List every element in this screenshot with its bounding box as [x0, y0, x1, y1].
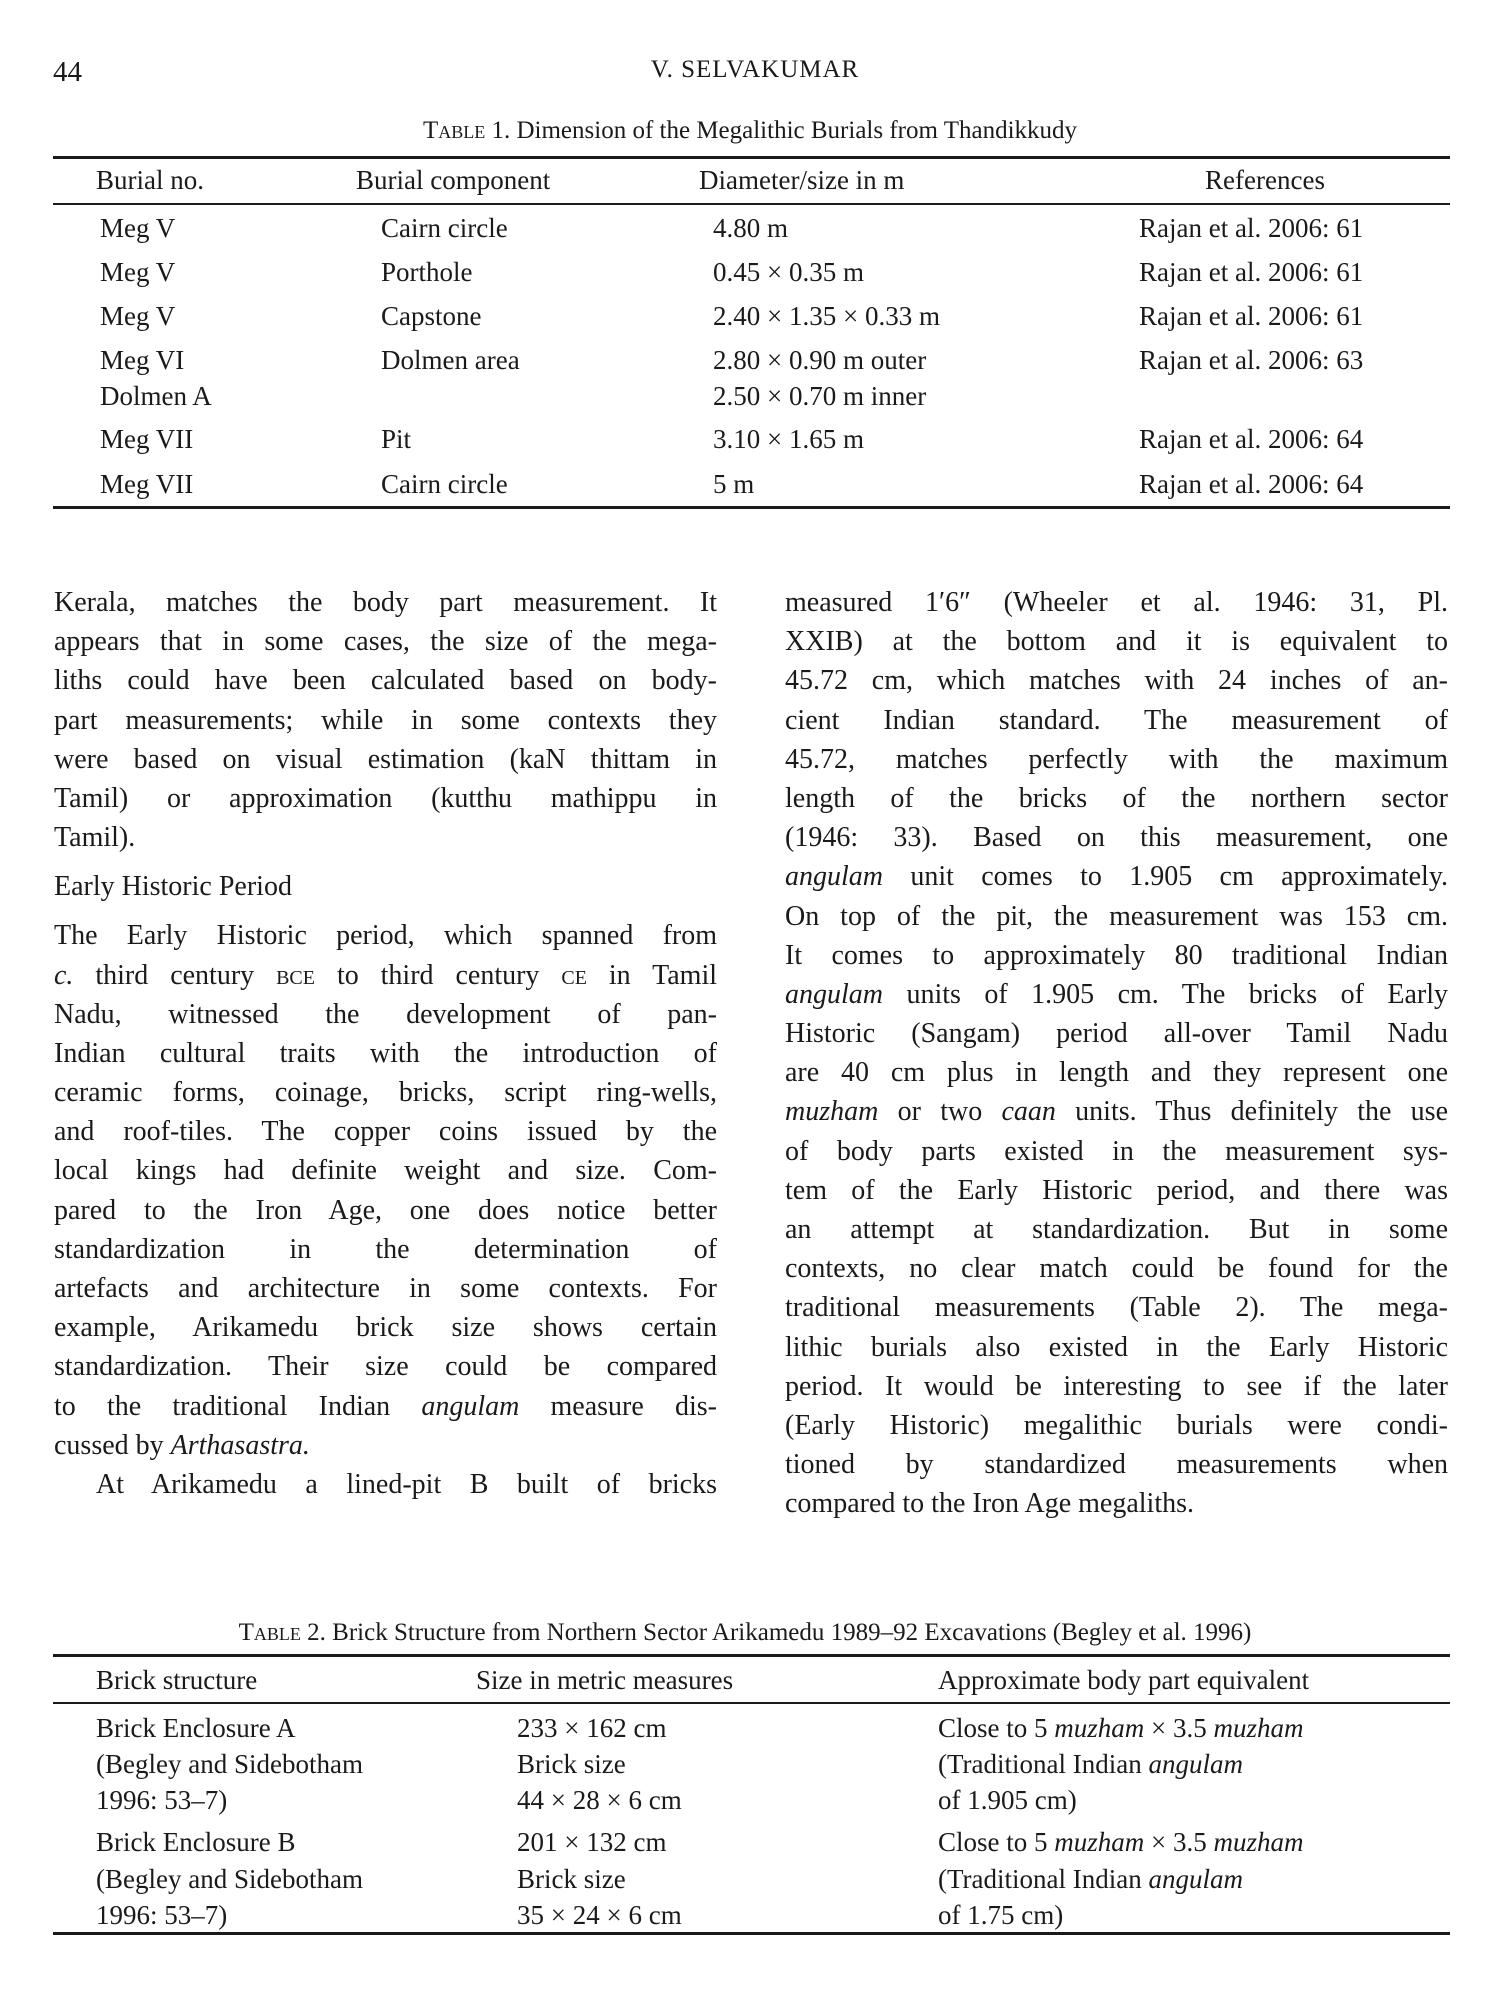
text-line: cussed by Arthasastra.	[54, 1429, 310, 1461]
text-line: Tamil) or approximation (kutthu mathippu in	[54, 782, 717, 814]
table1-cell: Rajan et al. 2006: 64	[1139, 469, 1364, 499]
paragraph	[785, 583, 1448, 1524]
table1-cell: Capstone	[381, 301, 482, 331]
text-line: 45.72 cm, which matches with 24 inches of an-	[785, 665, 1448, 697]
small-caps-text: bce	[276, 959, 315, 991]
text-line: 45.72, matches perfectly with the maximum	[785, 743, 1448, 775]
table2-cell: 1996: 53–7)	[96, 1785, 228, 1815]
table1-cell: Dolmen area	[381, 345, 520, 375]
table2-bottom-rule	[53, 1932, 1450, 1935]
text-line: (Early Historic) megalithic burials were condi-	[785, 1409, 1448, 1441]
text-line: angulam units of 1.905 cm. The bricks of Early	[785, 978, 1448, 1010]
table1-header-cell: References	[1205, 165, 1325, 195]
table2-header-rule	[53, 1702, 1450, 1704]
table1-cell: Cairn circle	[381, 213, 508, 243]
italic-text: caan	[1001, 1096, 1056, 1128]
text-line: Tamil).	[54, 822, 136, 854]
small-caps-text: ce	[561, 959, 587, 991]
table1-cell: Cairn circle	[381, 469, 508, 499]
text-line: traditional measurements (Table 2). The mega-	[785, 1292, 1448, 1324]
text-line: to the traditional Indian angulam measure dis-	[54, 1390, 717, 1422]
table1-cell: 4.80 m	[713, 213, 789, 243]
table2-cell: (Begley and Sidebotham	[96, 1864, 363, 1894]
table2-caption: Table 2. Brick Structure from Northern Sector Arikamedu 1989–92 Excavations (Begley et al. 1996)	[238, 1619, 1252, 1646]
italic-text: muzham	[1054, 1827, 1145, 1857]
table1-header-rule	[53, 203, 1450, 205]
right-column	[785, 583, 1448, 1524]
italic-text: Arthasastra.	[170, 1429, 310, 1461]
text-line: standardization. Their size could be compared	[54, 1351, 717, 1383]
table2-header-cell: Brick structure	[96, 1665, 258, 1695]
text-line: muzham or two caan units. Thus definitely the use	[785, 1096, 1449, 1128]
table2-header-cell: Approximate body part equivalent	[938, 1665, 1310, 1695]
text-line: length of the bricks of the northern sector	[785, 782, 1448, 814]
table1-cell: Meg V	[100, 257, 176, 287]
table1-cell: Meg VII	[100, 469, 194, 499]
text-line: measured 1′6″ (Wheeler et al. 1946: 31, Pl.	[785, 587, 1448, 618]
table2-cell: Brick size	[517, 1749, 626, 1779]
text-line: Kerala, matches the body part measurement. It	[54, 587, 717, 618]
table1-cell: Meg VI	[100, 345, 185, 375]
text-line: Nadu, witnessed the development of pan-	[54, 998, 717, 1030]
italic-text: c.	[54, 959, 74, 991]
text-line: pared to the Iron Age, one does notice better	[54, 1194, 717, 1226]
table2-cell: Brick Enclosure B	[96, 1827, 296, 1857]
text-line: On top of the pit, the measurement was 153 cm.	[785, 900, 1448, 932]
table1-cell: 3.10 × 1.65 m	[713, 424, 864, 454]
text-line: It comes to approximately 80 traditional Indian	[785, 939, 1448, 971]
italic-text: muzham	[1213, 1827, 1304, 1857]
table2-cell: Brick size	[517, 1864, 626, 1894]
table1-cell: Rajan et al. 2006: 61	[1139, 257, 1364, 287]
text-line: part measurements; while in some contexts they	[54, 704, 717, 736]
table1-cell: 2.80 × 0.90 m outer	[713, 345, 927, 375]
italic-text: muzham	[1213, 1713, 1304, 1743]
paragraph	[54, 916, 717, 1465]
small-caps-text: Table	[422, 117, 486, 144]
table1-cell: Pit	[381, 424, 412, 454]
italic-text: muzham	[785, 1096, 879, 1128]
table2-cell: of 1.75 cm)	[938, 1900, 1064, 1930]
table1-top-rule	[53, 156, 1450, 159]
table2-header-cell: Size in metric measures	[476, 1665, 734, 1695]
table1-header-cell: Burial no.	[96, 165, 204, 195]
table2-cell: Brick Enclosure A	[96, 1713, 296, 1743]
table1-cell: Rajan et al. 2006: 63	[1139, 345, 1364, 375]
table1-cell: Rajan et al. 2006: 64	[1139, 424, 1364, 454]
table2-cell: (Traditional Indian angulam	[938, 1749, 1243, 1779]
text-line: of body parts existed in the measurement sys-	[785, 1135, 1448, 1167]
table1-cell: 0.45 × 0.35 m	[713, 257, 864, 287]
table1-cell: 2.40 × 1.35 × 0.33 m	[713, 301, 940, 331]
text-line: tem of the Early Historic period, and there was	[785, 1174, 1448, 1206]
table1-header-cell: Diameter/size in m	[699, 165, 905, 195]
text-line: contexts, no clear match could be found for the	[785, 1253, 1448, 1285]
table2-cell: 201 × 132 cm	[517, 1827, 667, 1857]
text-line: At Arikamedu a lined-pit B built of bricks	[96, 1468, 717, 1500]
small-caps-text: Table	[238, 1619, 301, 1646]
text-line: tioned by standardized measurements when	[785, 1449, 1448, 1481]
table1-header-cell: Burial component	[356, 165, 551, 195]
text-line: XXIB) at the bottom and it is equivalent to	[785, 626, 1448, 658]
italic-text: angulam	[1148, 1864, 1243, 1894]
text-line: an attempt at standardization. But in some	[785, 1214, 1448, 1245]
table2-cell: Close to 5 muzham × 3.5 muzham	[938, 1713, 1304, 1743]
table2-cell: 1996: 53–7)	[96, 1900, 228, 1930]
table2-cell: Close to 5 muzham × 3.5 muzham	[938, 1827, 1304, 1857]
page-number: 44	[53, 56, 82, 88]
text-line: are 40 cm plus in length and they represent one	[785, 1057, 1448, 1089]
left-column	[54, 583, 717, 1504]
text-line: (1946: 33). Based on this measurement, one	[785, 822, 1448, 854]
table1-cell: Meg V	[100, 213, 176, 243]
text-line: local kings had definite weight and size. Com-	[54, 1155, 717, 1187]
text-line: and roof-tiles. The copper coins issued by the	[54, 1116, 717, 1148]
text-line: cient Indian standard. The measurement of	[785, 704, 1448, 736]
text-line: ceramic forms, coinage, bricks, script ring-wells,	[54, 1077, 717, 1109]
text-line: liths could have been calculated based on body-	[54, 665, 717, 697]
table1-bottom-rule	[53, 506, 1450, 509]
table1-cell: Dolmen A	[100, 381, 212, 411]
running-head: V. SELVAKUMAR	[650, 56, 860, 83]
paragraph	[54, 1465, 717, 1504]
table1-cell: Porthole	[381, 257, 473, 287]
text-line: c. third century bce to third century ce in Tamil	[54, 959, 717, 991]
italic-text: angulam	[785, 978, 883, 1010]
table1-caption: Table 1. Dimension of the Megalithic Burials from Thandikkudy	[422, 117, 1078, 144]
text-line: standardization in the determination of	[54, 1233, 717, 1265]
table1-cell: Rajan et al. 2006: 61	[1139, 213, 1364, 243]
table2-cell: 35 × 24 × 6 cm	[517, 1900, 682, 1930]
table1-cell: 5 m	[713, 469, 755, 499]
text-line: angulam unit comes to 1.905 cm approximately.	[785, 861, 1448, 893]
table2-cell: (Traditional Indian angulam	[938, 1864, 1243, 1894]
italic-text: muzham	[1054, 1713, 1145, 1743]
text-line: example, Arikamedu brick size shows certain	[54, 1312, 717, 1344]
table1-cell: Rajan et al. 2006: 61	[1139, 301, 1364, 331]
text-line: appears that in some cases, the size of the mega-	[54, 626, 717, 658]
text-line: lithic burials also existed in the Early Historic	[785, 1331, 1448, 1363]
table2-cell: (Begley and Sidebotham	[96, 1749, 363, 1779]
text-line: period. It would be interesting to see if the later	[785, 1370, 1448, 1402]
italic-text: angulam	[785, 861, 883, 893]
text-line: compared to the Iron Age megaliths.	[785, 1488, 1194, 1520]
section-heading: Early Historic Period	[54, 871, 292, 903]
table1-cell: Meg VII	[100, 424, 194, 454]
table1-cell: Meg V	[100, 301, 176, 331]
table2-top-rule	[53, 1654, 1450, 1657]
paragraph	[54, 583, 717, 857]
table2-cell: 233 × 162 cm	[517, 1713, 667, 1743]
text-line: were based on visual estimation (kaN thittam in	[54, 743, 717, 775]
text-line: artefacts and architecture in some contexts. For	[54, 1273, 717, 1304]
table2-cell: of 1.905 cm)	[938, 1785, 1077, 1815]
text-line: Indian cultural traits with the introduction of	[54, 1037, 717, 1069]
table1-cell: 2.50 × 0.70 m inner	[713, 381, 927, 411]
table2-cell: 44 × 28 × 6 cm	[517, 1785, 682, 1815]
italic-text: angulam	[421, 1390, 520, 1422]
text-line: Historic (Sangam) period all-over Tamil Nadu	[785, 1018, 1448, 1050]
text-line: The Early Historic period, which spanned from	[54, 920, 717, 952]
italic-text: angulam	[1148, 1749, 1243, 1779]
